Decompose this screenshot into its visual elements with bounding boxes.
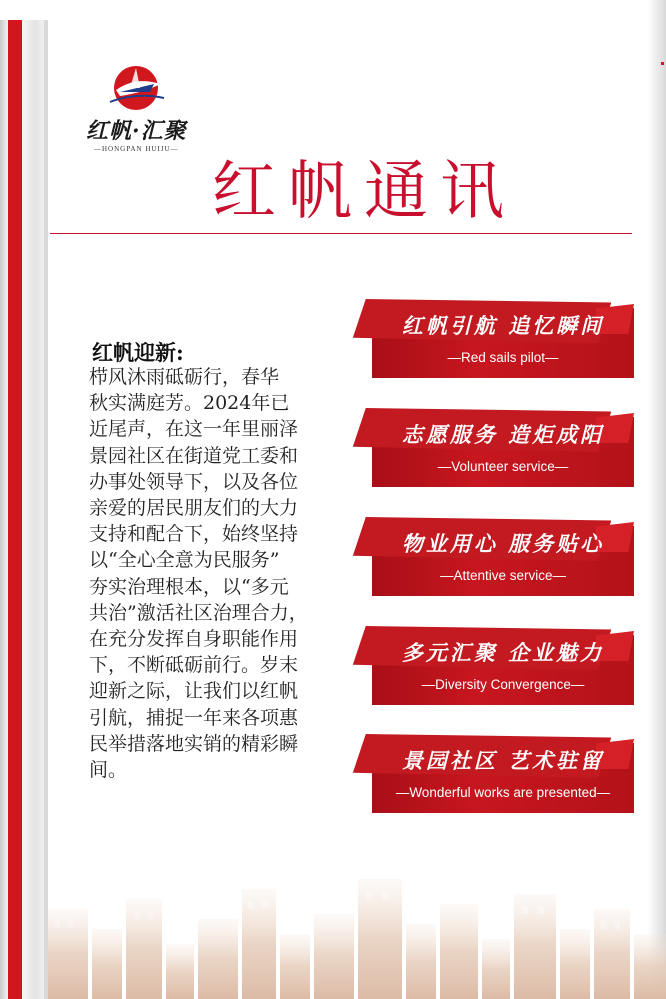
page-spine-edge xyxy=(44,20,48,999)
banner-volunteer-service[interactable] xyxy=(372,417,634,487)
article-line: 下，不断砥砺前行。岁末 xyxy=(89,654,299,677)
banner-title-en: —Attentive service— xyxy=(439,568,567,583)
banner-title-en: —Wonderful works are presented— xyxy=(395,785,611,800)
logo-name-en: —HONGPAN HUIJU— xyxy=(94,145,179,153)
banner-title-en: —Red sails pilot— xyxy=(447,350,559,365)
banner-diversity-convergence[interactable] xyxy=(372,635,634,705)
page-right-shadow xyxy=(648,0,666,999)
banner-title-cn: 志愿服务 造炬成阳 xyxy=(401,423,605,447)
article-line: 在充分发挥自身职能作用 xyxy=(89,628,299,651)
page-spine-shade xyxy=(0,20,8,999)
banner-title-cn: 多元汇聚 企业魅力 xyxy=(401,641,605,665)
article-line: 景园社区在街道党工委和 xyxy=(89,444,299,467)
article-heading: 红帆迎新: xyxy=(92,340,184,365)
article-line: 共治”激活社区治理合力， xyxy=(89,601,308,624)
page-spine-red-stripe xyxy=(8,20,22,999)
logo-name-cn: 红帆·汇聚 xyxy=(86,118,187,144)
article-line: 夯实治理根本，以“多元 xyxy=(89,575,289,598)
corner-mark xyxy=(661,62,664,65)
article-line: 支持和配合下，始终坚持 xyxy=(89,523,299,546)
article-line: 民举措落地实销的精彩瞬 xyxy=(89,732,299,755)
banner-title-cn: 物业用心 服务贴心 xyxy=(401,532,605,556)
article-body xyxy=(89,364,344,783)
banner-red-sails-pilot[interactable] xyxy=(372,308,634,378)
article-line: 秋实满庭芳。2024年已 xyxy=(89,392,290,415)
article-line: 亲爱的居民朋友们的大力 xyxy=(89,497,299,520)
article-line: 间。 xyxy=(89,759,128,782)
page-spine-light xyxy=(22,20,44,999)
article-line: 以“全心全意为民服务” xyxy=(89,549,280,572)
banner-attentive-service[interactable] xyxy=(372,526,634,596)
article-line: 办事处领导下，以及各位 xyxy=(89,470,299,493)
article-line: 引航，捕捉一年来各项惠 xyxy=(89,706,299,729)
article-line: 栉风沐雨砥砺行，春华 xyxy=(89,366,280,388)
cityscape-illustration xyxy=(48,859,666,999)
title-divider xyxy=(50,233,632,234)
banner-title-cn: 红帆引航 追忆瞬间 xyxy=(401,314,605,338)
banner-title-cn: 景园社区 艺术驻留 xyxy=(401,749,605,773)
banner-art-residency[interactable] xyxy=(372,743,634,813)
banner-title-en: —Diversity Convergence— xyxy=(421,677,585,692)
sail-ship-icon xyxy=(106,62,166,114)
article-line: 近尾声，在这一年里丽泽 xyxy=(89,418,299,441)
banner-title-en: —Volunteer service— xyxy=(437,459,569,474)
article-line: 迎新之际，让我们以红帆 xyxy=(89,680,299,703)
page-title: 红帆通讯 xyxy=(212,155,516,229)
